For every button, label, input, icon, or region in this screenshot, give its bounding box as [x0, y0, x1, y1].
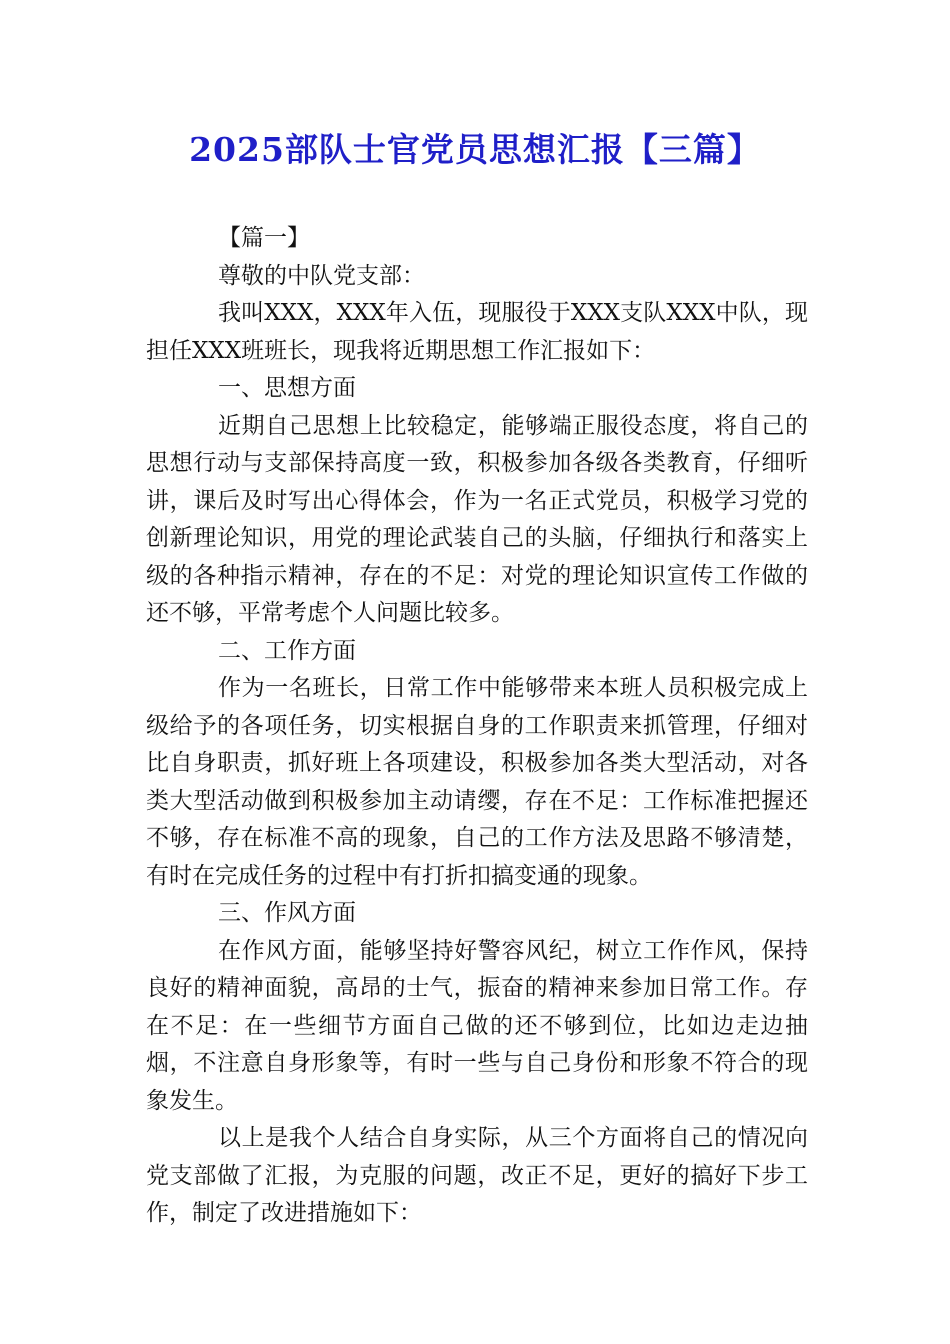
paragraph-thought: 近期自己思想上比较稳定，能够端正服役态度，将自己的思想行动与支部保持高度一致，积极参加各级各类教育，仔细听讲，课后及时写出心得体会，作为一名正式党员，积极学习党的创新理论知识，用党的理论武装自己的头脑，仔细执行和落实上级的各种指示精神，存在的不足：对党的理论知识宣传工作做的还不够，平常考虑个人问题比较多。 — [146, 412, 808, 626]
paragraph-summary: 以上是我个人结合自身实际，从三个方面将自己的情况向党支部做了汇报，为克服的问题，改正不足，更好的搞好下步工作，制定了改进措施如下： — [146, 1125, 808, 1226]
heading-work: 二、工作方面 — [218, 637, 356, 664]
document-title: 2025部队士官党员思想汇报【三篇】 — [189, 130, 761, 169]
salutation: 尊敬的中队党支部： — [218, 262, 425, 289]
document-body — [146, 220, 808, 1233]
heading-thought: 一、思想方面 — [218, 375, 356, 401]
section-heading-part-one: 【篇一】 — [218, 225, 310, 251]
heading-style: 三、作风方面 — [218, 900, 356, 926]
paragraph-intro: 我叫XXX，XXX年入伍，现服役于XXX支队XXX中队，现担任XXX班班长，现我将近期思想工作汇报如下： — [146, 300, 808, 364]
paragraph-work: 作为一名班长，日常工作中能够带来本班人员积极完成上级给予的各项任务，切实根据自身的工作职责来抓管理，仔细对比自身职责，抓好班上各项建设，积极参加各类大型活动，对各类大型活动做到积极参加主动请缨，存在不足：工作标准把握还不够，存在标准不高的现象，自己的工作方法及思路不够清楚，有时在完成任务的过程中有打折扣搞变通的现象。 — [146, 675, 808, 889]
paragraph-style: 在作风方面，能够坚持好警容风纪，树立工作作风，保持良好的精神面貌，高昂的士气，振奋的精神来参加日常工作。存在不足：在一些细节方面自己做的还不够到位，比如边走边抽烟，不注意自身形象等，有时一些与自己身份和形象不符合的现象发生。 — [146, 937, 808, 1114]
